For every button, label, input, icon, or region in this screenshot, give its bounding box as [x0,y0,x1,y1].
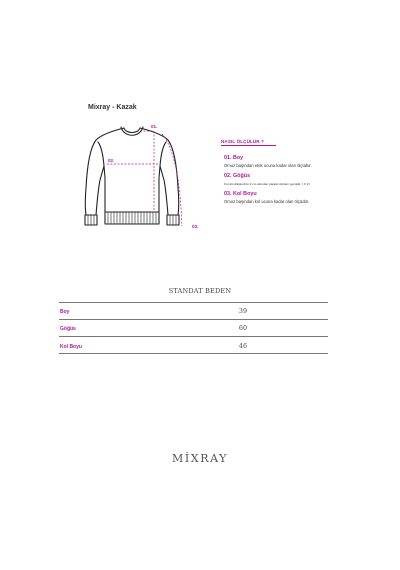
measure-title-gogus: 02. Göğüs [224,173,251,179]
sweater-illustration-icon [76,118,206,236]
measure-label-01: 01. [151,124,158,129]
table-divider [59,353,328,354]
table-row-label: Kol Boyu [60,344,82,350]
howto-heading: NASIL ÖLÇÜLÜR ? [221,139,265,144]
table-row-value: 46 [238,342,248,350]
measure-title-boy: 01. Boy [224,155,244,161]
table-divider [59,302,328,303]
measure-label-03: 03. [192,224,199,229]
measure-title-kol-boyu: 03. Kol Boyu [224,191,257,197]
measure-label-02: 02. [108,158,115,163]
table-row-label: Göğüs [60,326,76,332]
table-divider [59,336,328,337]
measure-desc-boy: Omuz başından etek ucuna kadar olan ölçüdür. [224,163,312,168]
table-row-value: 39 [238,307,248,315]
measure-desc-gogus: Kol altı dikişlerinin 2 cm altından paralel ölçülen genişlik. ( X 2 ) [224,182,311,186]
page-title: Mixray - Kazak [88,104,137,111]
table-row-label: Boy [60,309,70,315]
brand-logo: MİXRAY [171,452,229,465]
measure-desc-kol-boyu: Omuz başından kol ucuna kadar olan ölçüdür. [224,199,310,204]
howto-underline [221,145,276,146]
table-divider [59,319,328,320]
size-column-header: STANDAT BEDEN [168,287,232,295]
table-row-value: 60 [238,324,248,332]
